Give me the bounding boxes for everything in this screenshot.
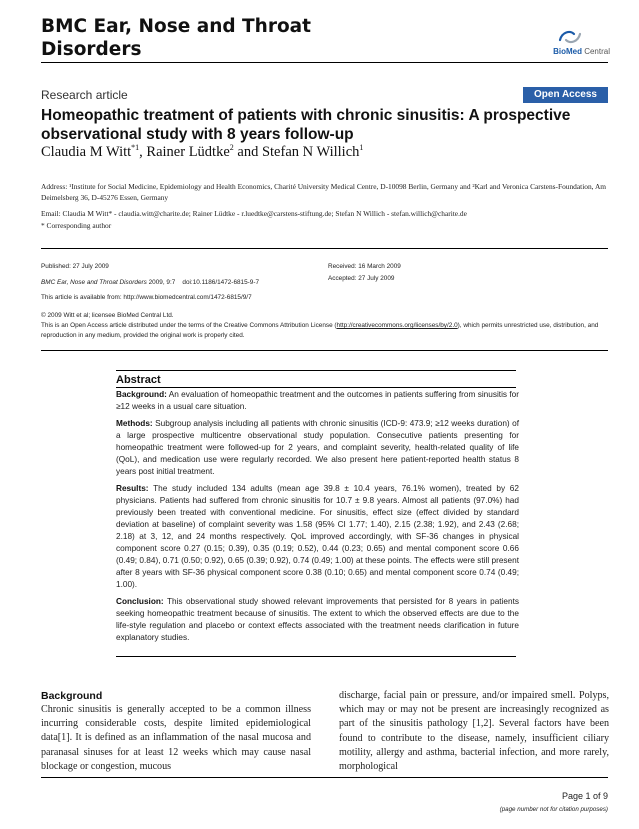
abstract-bottom-rule <box>116 656 516 657</box>
abstract-results-text: The study included 134 adults (mean age 39.8 ± 10.4 years, 76.1% women), treated by 62 physicians. Patients had suffered from chronic sinusitis for 10.7 ± 9.8 years. Almost all patients (97.0%) had previously been treated with conventional medicine. For sinusitis, effect size (effect divided by standard deviation at baseline) of complaint severity was 1.58 (95% CI 1.77; 1.40), 2.15 (2.38; 1.92), and 2.43 (2.68; 2.18) at 3, 12, and 24 months respectively. QoL improved accordingly, with SF-36 changes in physical component score 0.27 (0.15; 0.39), 0.35 (0.19; 0.52), 0.44 (0.23; 0.65) and mental component score 0.66 (0.49; 0.84), 0.71 (0.50; 0.92), 0.65 (0.39; 0.92), 0.74 (0.49; 1.00) at these points. The effects were still present after 8 years with SF-36 physical component score 0.38 (0.10; 0.65) and mental component score 0.74 (0.49; 1.00). <box>116 484 519 589</box>
section-heading-background: Background <box>41 690 103 702</box>
article-title: Homeopathic treatment of patients with chronic sinusitis: A prospective observational study with 8 years follow-up <box>41 107 571 143</box>
abstract-background <box>116 389 519 413</box>
license-post: ), which permits unrestricted use, distribution, and reproduction in any medium, provided the original work is properly cited. <box>41 322 599 339</box>
corresponding-author: * Corresponding author <box>41 221 112 230</box>
abstract-conclusion-text: This observational study showed relevant improvements that persisted for 8 years in patients seeking homeopathic treatment because of sinusitis. The extent to which the observed effects are due to the life-style regulation and placebo or context effects associated with the treatment needs clarification in future explanatory studies. <box>116 597 519 642</box>
publisher-logo <box>530 28 610 60</box>
body-right-column <box>339 689 609 774</box>
article-type: Research article <box>41 88 128 102</box>
biomed-swirl-icon <box>556 28 584 46</box>
abstract-body <box>116 389 519 649</box>
meta-rule <box>41 248 608 249</box>
publisher-name <box>530 47 610 56</box>
author-affiliation: 1 <box>359 143 364 152</box>
abstract-title-rule <box>116 387 516 388</box>
publication-info <box>41 262 321 294</box>
abstract-methods-label: Methods: <box>116 419 153 428</box>
body-paragraph: discharge, facial pain or pressure, and/or impaired smell. Polyps, which may or may not be present are increasingly recognized as part of the sinusitis pathology [1,2]. Several factors have been found to contribute to the disease, namely, insufficient ciliary motility, allergy and asthma, bacterial infection, and more rarely, morphological <box>339 690 609 773</box>
author-separator: and <box>233 143 262 160</box>
author-separator: , <box>139 143 147 160</box>
author-name: Claudia M Witt <box>41 143 132 160</box>
copyright: © 2009 Witt et al; licensee BioMed Central Ltd. <box>41 312 174 319</box>
open-access-badge: Open Access <box>523 87 608 103</box>
abstract-methods <box>116 418 519 478</box>
publisher-bio: BioMed <box>553 47 582 56</box>
license-block <box>41 311 611 341</box>
journal-title-line1: BMC Ear, Nose and Throat <box>41 16 312 37</box>
article-url: This article is available from: http://www.biomedcentral.com/1472-6815/9/7 <box>41 294 252 301</box>
license-text <box>41 321 611 341</box>
publisher-central: Central <box>581 47 610 56</box>
author-affiliation: 2 <box>229 143 234 152</box>
license-rule <box>41 350 608 351</box>
journal-title <box>41 15 401 61</box>
abstract-background-text: An evaluation of homeopathic treatment and the outcomes in patients suffering from sinusitis for ≥12 weeks in a usual care situation. <box>116 390 519 411</box>
abstract-conclusion <box>116 596 519 644</box>
page-number: Page 1 of 9 <box>561 791 608 801</box>
published-date: Published: 27 July 2009 <box>41 263 109 270</box>
citation-journal: BMC Ear, Nose and Throat Disorders <box>41 279 147 286</box>
received-date: Received: 16 March 2009 <box>328 263 401 270</box>
author-affiliation: *1 <box>131 143 140 152</box>
abstract-methods-text: Subgroup analysis including all patients with chronic sinusitis (ICD-9: 473.9; ≥12 weeks duration) of a large prospective multicentre observational study population. Consecutive patients presenting for homeopathic treatment were followed-up for 2 years, and complaint severity, health-related quality of life (QoL), and medication use were regularly recorded. We also present here patient-reported health status 8 years post initial treatment. <box>116 419 519 476</box>
doi: doi:10.1186/1472-6815-9-7 <box>182 279 260 286</box>
abstract-conclusion-label: Conclusion: <box>116 597 164 606</box>
abstract-background-label: Background: <box>116 390 167 399</box>
author-name: Rainer Lüdtke <box>146 143 230 160</box>
body-left-column <box>41 689 311 774</box>
author-name: Stefan N Willich <box>261 143 360 160</box>
footer-rule <box>41 777 608 778</box>
author-email: Email: Claudia M Witt* - claudia.witt@charite.de; Rainer Lüdtke - r.luedtke@carstens-stiftung.de; Stefan N Willich - stefan.willich@charite.de <box>41 209 467 218</box>
journal-title-line2: Disorders <box>41 39 142 60</box>
page-note: (page number not for citation purposes) <box>499 806 608 813</box>
license-pre: This is an Open Access article distributed under the terms of the Creative Commons Attribution License ( <box>41 322 337 329</box>
body-paragraph: Chronic sinusitis is generally accepted to be a common illness incurring considerable costs, despite limited epidemiological data[1]. It is defined as an inflammation of the nasal mucosa and paranasal sinuses for at least 12 weeks which may cause nasal blockage or congestion, mucous <box>41 704 311 772</box>
received-accepted <box>328 262 528 290</box>
accepted-date: Accepted: 27 July 2009 <box>328 275 395 282</box>
citation-volume: 2009, 9:7 <box>146 279 176 286</box>
abstract-results <box>116 483 519 591</box>
header-rule <box>41 62 608 63</box>
abstract-results-label: Results: <box>116 484 149 493</box>
citation <box>41 278 321 288</box>
abstract-title: Abstract <box>116 374 161 386</box>
license-link[interactable]: http://creativecommons.org/licenses/by/2.0 <box>336 322 458 329</box>
author-address: Address: ¹Institute for Social Medicine, Epidemiology and Health Economics, Charité University Medical Centre, D-10098 Berlin, Germany and ²Karl and Veronica Carstens-Foundation, Am Deimelsberg 36, D-45276 Essen, Germany <box>41 182 607 202</box>
author-list <box>41 143 601 161</box>
abstract-top-rule <box>116 370 516 371</box>
